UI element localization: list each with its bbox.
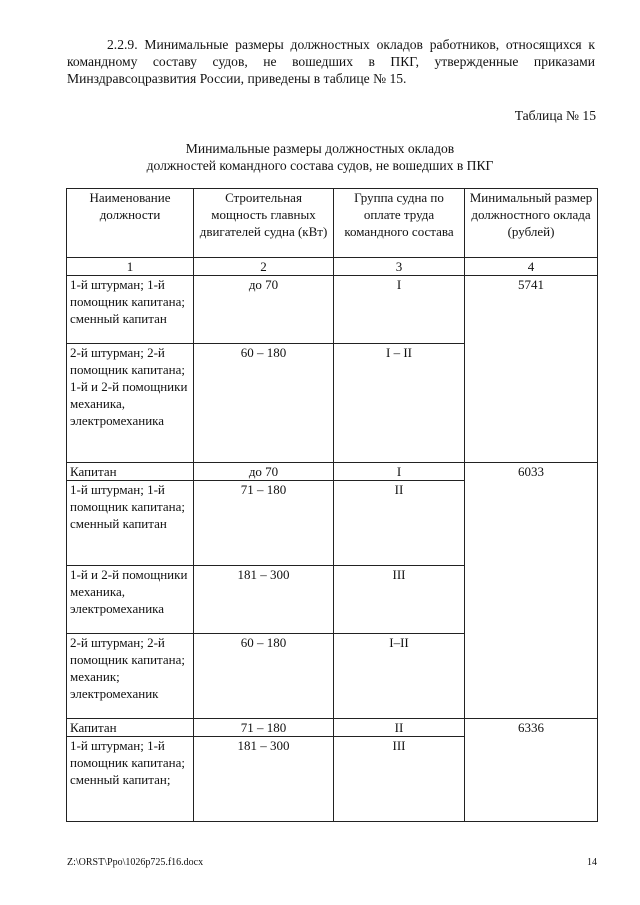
table-row <box>67 463 598 481</box>
column-number: 4 <box>465 258 598 276</box>
power-cell: до 70 <box>194 463 334 481</box>
table-header-row <box>67 189 598 258</box>
group-cell: II <box>334 719 465 737</box>
salary-table <box>66 188 598 822</box>
paragraph-number: 2.2.9. <box>107 37 138 52</box>
header-position: Наименование должности <box>67 189 194 258</box>
footer-file-path: Z:\ORST\Ppo\1026p725.f16.docx <box>67 857 204 868</box>
position-cell: 2-й штурман; 2-й помощник капитана; 1-й и 2-й помощники механика, электромеханика <box>67 344 194 463</box>
position-cell: 1-й и 2-й помощники механика, электромеханика <box>67 566 194 634</box>
power-cell: 181 – 300 <box>194 737 334 822</box>
group-cell: I <box>334 463 465 481</box>
salary-cell: 6033 <box>465 463 598 719</box>
position-cell: 1-й штурман; 1-й помощник капитана; сменный капитан <box>67 276 194 344</box>
position-cell: Капитан <box>67 463 194 481</box>
group-cell: I – II <box>334 344 465 463</box>
position-cell: 2-й штурман; 2-й помощник капитана; механик; электромеханик <box>67 634 194 719</box>
position-cell: 1-й штурман; 1-й помощник капитана; сменный капитан; <box>67 737 194 822</box>
group-cell: II <box>334 481 465 566</box>
salary-cell: 6336 <box>465 719 598 822</box>
header-group: Группа судна по оплате труда командного состава <box>334 189 465 258</box>
table-label: Таблица № 15 <box>514 108 596 123</box>
header-power: Строительная мощность главных двигателей судна (кВт) <box>194 189 334 258</box>
column-number: 1 <box>67 258 194 276</box>
power-cell: 71 – 180 <box>194 719 334 737</box>
salary-cell: 5741 <box>465 276 598 463</box>
page-number: 14 <box>587 857 597 868</box>
group-cell: I–II <box>334 634 465 719</box>
power-cell: до 70 <box>194 276 334 344</box>
power-cell: 60 – 180 <box>194 344 334 463</box>
position-cell: Капитан <box>67 719 194 737</box>
group-cell: III <box>334 737 465 822</box>
intro-paragraph <box>67 36 595 87</box>
table-title-line-2: должностей командного состава судов, не вошедших в ПКГ <box>146 158 494 173</box>
paragraph-text: Минимальные размеры должностных окладов работников, относящихся к командному составу судов, не вошедших в ПКГ, утвержденные приказами Минздравсоцразвития России, приведены в таблице № 15. <box>67 37 595 86</box>
table-title-line-1: Минимальные размеры должностных окладов <box>185 141 455 156</box>
column-number: 2 <box>194 258 334 276</box>
header-salary: Минимальный размер должностного оклада (рублей) <box>465 189 598 258</box>
column-number: 3 <box>334 258 465 276</box>
power-cell: 181 – 300 <box>194 566 334 634</box>
power-cell: 60 – 180 <box>194 634 334 719</box>
table-title <box>0 140 640 174</box>
position-cell: 1-й штурман; 1-й помощник капитана; сменный капитан <box>67 481 194 566</box>
power-cell: 71 – 180 <box>194 481 334 566</box>
table-row <box>67 719 598 737</box>
group-cell: I <box>334 276 465 344</box>
table-row <box>67 276 598 344</box>
group-cell: III <box>334 566 465 634</box>
column-number-row <box>67 258 598 276</box>
